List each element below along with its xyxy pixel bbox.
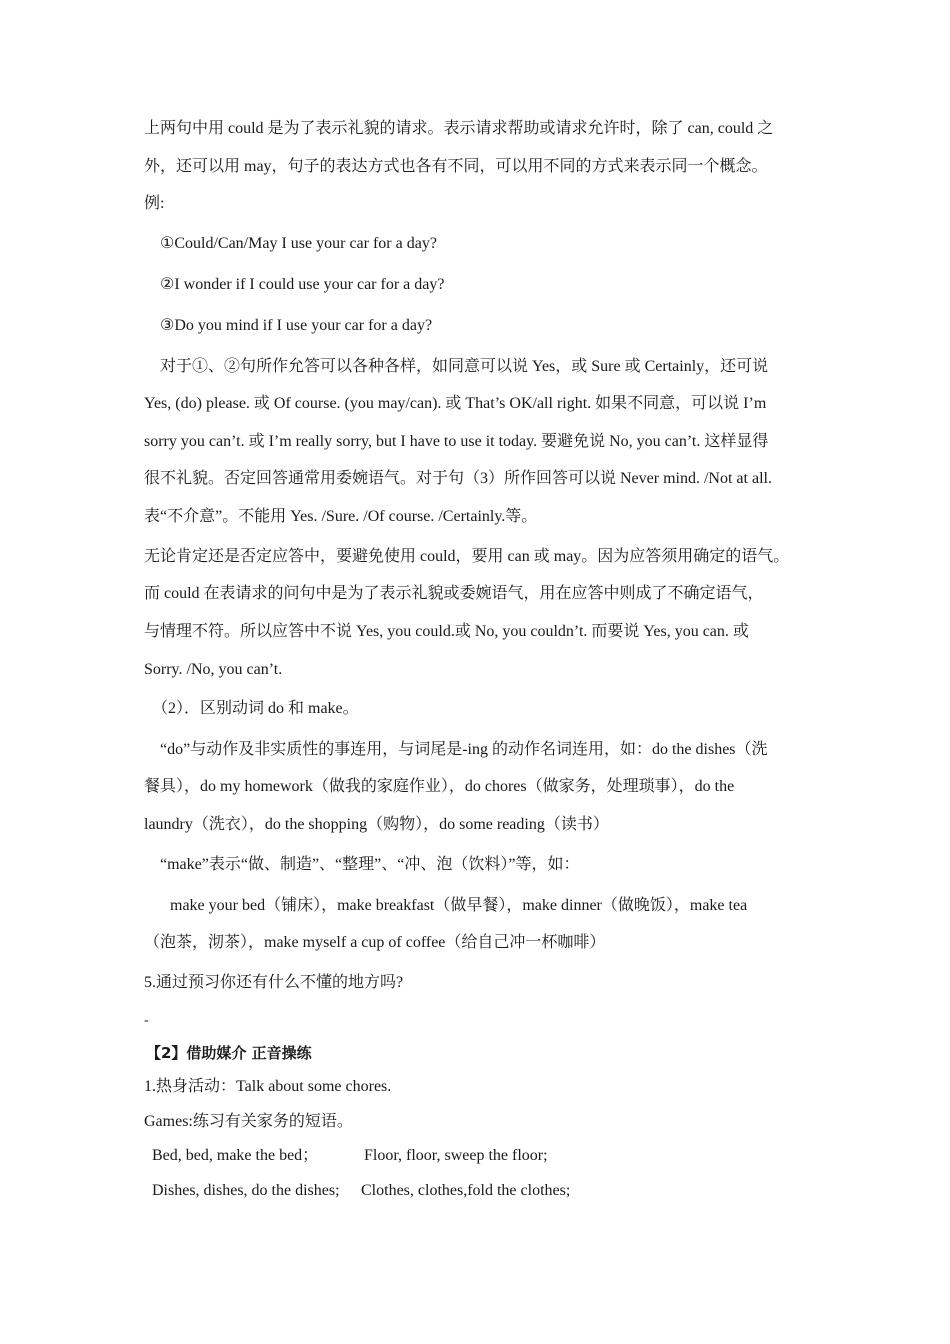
paragraph-line: 很不礼貌。否定回答通常用委婉语气。对于句（3）所作回答可以说 Never mind. /Not at all. <box>144 470 772 487</box>
paragraph-line: 表“不介意”。不能用 Yes. /Sure. /Of course. /Certainly.等。 <box>144 508 538 525</box>
dash-mark: - <box>144 1013 149 1028</box>
paragraph-line: 例: <box>144 195 165 212</box>
section-heading: （2）．区别动词 do 和 make。 <box>152 700 359 717</box>
chant-line-2a: Dishes, dishes, do the dishes; <box>152 1182 340 1199</box>
paragraph-line: 外，还可以用 may，句子的表达方式也各有不同，可以用不同的方式来表示同一个概念。 <box>144 158 768 175</box>
chant-line-1b: Floor, floor, sweep the floor; <box>364 1147 548 1164</box>
paragraph-line: Sorry. /No, you can’t. <box>144 661 283 678</box>
chant-line-1a: Bed, bed, make the bed； <box>152 1147 319 1164</box>
paragraph-line: 上两句中用 could 是为了表示礼貌的请求。表示请求帮助或请求允许时，除了 can, could 之 <box>144 120 774 137</box>
paragraph-line: “make”表示“做、制造”、“整理”、“冲、泡（饮料）”等，如： <box>160 856 580 873</box>
example-sentence-1: ①Could/Can/May I use your car for a day? <box>160 235 437 252</box>
section-2-heading: 【2】借助媒介 正音操练 <box>146 1044 312 1062</box>
paragraph-line: Yes, (do) please. 或 Of course. (you may/can). 或 That’s OK/all right. 如果不同意，可以说 I’m <box>144 395 767 412</box>
games-line: Games:练习有关家务的短语。 <box>144 1113 353 1130</box>
paragraph-line: “do”与动作及非实质性的事连用，与词尾是-ing 的动作名词连用，如：do the dishes（洗 <box>160 741 768 758</box>
paragraph-line: sorry you can’t. 或 I’m really sorry, but I have to use it today. 要避免说 No, you can’t. 这样显得 <box>144 433 769 450</box>
paragraph-line: 与情理不符。所以应答中不说 Yes, you could.或 No, you couldn’t. 而要说 Yes, you can. 或 <box>144 623 749 640</box>
paragraph-line: 对于①、②句所作允答可以各种各样，如同意可以说 Yes，或 Sure 或 Certainly，还可说 <box>160 358 769 375</box>
paragraph-line: 餐具），do my homework（做我的家庭作业），do chores（做家务，处理琐事），do the <box>144 778 735 795</box>
chant-line-2b: Clothes, clothes,fold the clothes; <box>361 1182 571 1199</box>
paragraph-line: 而 could 在表请求的问句中是为了表示礼貌或委婉语气，用在应答中则成了不确定语气， <box>144 585 764 602</box>
example-sentence-3: ③Do you mind if I use your car for a day? <box>160 317 433 334</box>
paragraph-line: 无论肯定还是否定应答中，要避免使用 could，要用 can 或 may。因为应答须用确定的语气。 <box>144 548 790 565</box>
paragraph-line: （泡茶，沏茶），make myself a cup of coffee（给自己冲一杯咖啡） <box>144 934 606 951</box>
paragraph-line: laundry（洗衣），do the shopping（购物），do some reading（读书） <box>144 816 609 833</box>
paragraph-line: make your bed（铺床），make breakfast（做早餐），make dinner（做晚饭），make tea <box>170 897 748 914</box>
warmup-line: 1.热身活动：Talk about some chores. <box>144 1078 392 1095</box>
question-5: 5.通过预习你还有什么不懂的地方吗? <box>144 974 404 991</box>
example-sentence-2: ②I wonder if I could use your car for a day? <box>160 276 445 293</box>
